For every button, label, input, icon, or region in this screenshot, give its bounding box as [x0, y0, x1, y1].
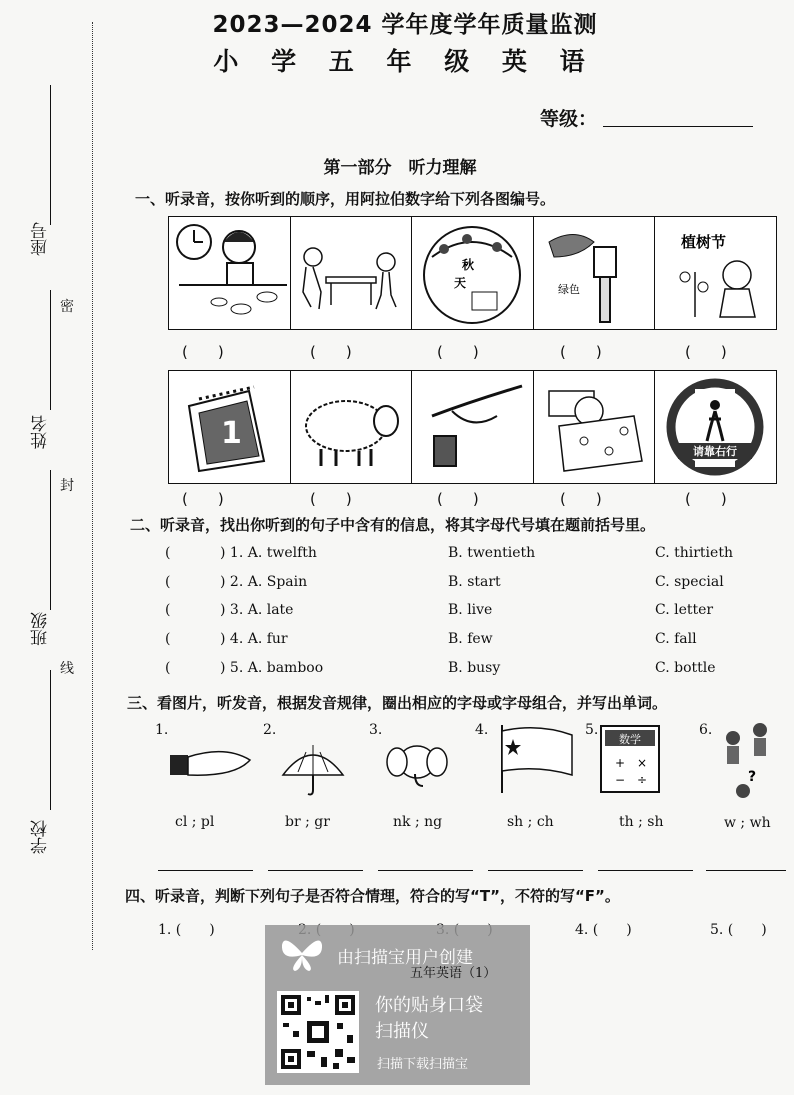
order-paren-2[interactable]: ( ): [310, 343, 352, 361]
name-line: [50, 290, 51, 410]
s3-option-1[interactable]: cl ; pl: [175, 814, 215, 830]
s2-item-5-c[interactable]: C. bottle: [655, 660, 716, 676]
s2-item-4-c[interactable]: C. fall: [655, 631, 697, 647]
butterfly-logo-icon: [279, 933, 325, 973]
name-label: 姓名: [31, 415, 51, 449]
pic-sheep: [290, 370, 413, 484]
pic-tree-day: [654, 216, 777, 330]
s3-option-3[interactable]: nk ; ng: [393, 814, 443, 830]
s2-item-4-b[interactable]: B. few: [448, 631, 493, 647]
order-paren-4[interactable]: ( ): [560, 343, 602, 361]
order-paren-7[interactable]: ( ): [310, 490, 352, 508]
pic-boy-eating: [168, 216, 291, 330]
qr-code-icon: [277, 991, 359, 1073]
s2-item-2-c[interactable]: C. special: [655, 574, 724, 590]
s3-num-3: 3.: [369, 722, 383, 738]
s2-item-1-a[interactable]: ) 1. A. twelfth: [220, 545, 317, 561]
math-book-icon: [597, 722, 667, 797]
svg-text:÷: ÷: [637, 773, 648, 787]
keep-right-label: 请靠右行: [693, 445, 737, 458]
pic-keep-right-sign: [654, 370, 777, 484]
section2-heading: 二、听录音，找出你听到的句子中含有的信息，将其字母代号填在题前括号里。: [130, 516, 656, 534]
autumn-icon: [412, 217, 533, 329]
s3-answer-blank-4[interactable]: [488, 870, 583, 871]
keep-right-sign-icon: [655, 371, 776, 483]
s3-option-5[interactable]: th ; sh: [619, 814, 664, 830]
order-paren-6[interactable]: ( ): [182, 490, 224, 508]
calendar-icon: [169, 371, 290, 483]
s3-num-2: 2.: [263, 722, 277, 738]
section1-heading: 一、听录音，按你听到的顺序，用阿拉伯数字给下列各图编号。: [135, 190, 556, 208]
school-label: 学校: [31, 820, 51, 854]
svg-text:−: −: [615, 773, 626, 787]
watermark-line2: 你的贴身口袋: [375, 995, 483, 1016]
math-book-label: 数学: [619, 733, 641, 746]
seat-line: [50, 85, 51, 225]
elephant-icon: [385, 740, 450, 790]
s2-item-3-c[interactable]: C. letter: [655, 602, 714, 618]
pic-ink-pen: [411, 370, 534, 484]
section3-heading: 三、看图片，听发音，根据发音规律，圈出相应的字母或字母组合，并写出单词。: [127, 694, 668, 712]
autumn-char-a: 秋: [462, 258, 475, 272]
svg-text:+: +: [615, 756, 626, 770]
pic-ping-pong: [290, 216, 413, 330]
pic-autumn: [411, 216, 534, 330]
s3-option-4[interactable]: sh ; ch: [507, 814, 554, 830]
s2-item-5-b[interactable]: B. busy: [448, 660, 501, 676]
watermark-line3: 扫描仪: [375, 1021, 429, 1042]
s2-item-5-a[interactable]: ) 5. A. bamboo: [220, 660, 324, 676]
s2-item-1-b[interactable]: B. twentieth: [448, 545, 536, 561]
pic-green-paint: [533, 216, 656, 330]
pic-sick-boy: [533, 370, 656, 484]
s3-answer-blank-5[interactable]: [598, 870, 693, 871]
order-paren-8[interactable]: ( ): [437, 490, 479, 508]
seal-feng: 封: [60, 478, 74, 494]
s2-item-1-c[interactable]: C. thirtieth: [655, 545, 733, 561]
s2-item-4-a[interactable]: ) 4. A. fur: [220, 631, 288, 647]
picture-row-1: [168, 216, 776, 330]
s4-answer-5[interactable]: 5. ( ): [710, 922, 767, 938]
tree-day-label: 植树节: [681, 233, 727, 251]
svg-text:×: ×: [637, 756, 648, 770]
s3-answer-blank-2[interactable]: [268, 870, 363, 871]
s3-answer-blank-3[interactable]: [378, 870, 473, 871]
children-question-icon: [718, 716, 778, 801]
pic-calendar: [168, 370, 291, 484]
svg-text:?: ?: [748, 769, 757, 785]
s3-option-6[interactable]: w ; wh: [724, 815, 771, 831]
boy-eating-icon: [169, 217, 290, 329]
part1-heading: 第一部分 听力理解: [323, 158, 477, 178]
s2-item-3-b[interactable]: B. live: [448, 602, 493, 618]
order-paren-5[interactable]: ( ): [685, 343, 727, 361]
s3-num-4: 4.: [475, 722, 489, 738]
autumn-char-b: 天: [454, 276, 467, 290]
page-footer: 五年英语（1）: [410, 966, 497, 981]
seal-xian: 线: [60, 661, 74, 677]
watermark-line4: 扫描下载扫描宝: [377, 1057, 469, 1072]
s3-option-2[interactable]: br ; gr: [285, 814, 330, 830]
s3-num-6: 6.: [699, 722, 713, 738]
section4-heading: 四、听录音，判断下列句子是否符合情理，符合的写“T”，不符的写“F”。: [125, 887, 620, 905]
paint-brush-icon: [534, 217, 655, 329]
page-title: 2023—2024 学年度学年质量监测: [212, 12, 598, 38]
svg-text:1: 1: [221, 416, 242, 451]
s2-item-3-a[interactable]: ) 3. A. late: [220, 602, 294, 618]
s3-num-5: 5.: [585, 722, 599, 738]
school-line: [50, 670, 51, 810]
s3-answer-blank-6[interactable]: [706, 870, 786, 871]
order-paren-1[interactable]: ( ): [182, 343, 224, 361]
class-label: 班级: [31, 612, 51, 646]
order-paren-9[interactable]: ( ): [560, 490, 602, 508]
watermark-line1: 由扫描宝用户创建: [337, 948, 473, 968]
class-line: [50, 470, 51, 610]
s4-answer-1[interactable]: 1. ( ): [158, 922, 215, 938]
s4-answer-4[interactable]: 4. ( ): [575, 922, 632, 938]
grade-blank[interactable]: [603, 126, 753, 127]
umbrella-icon: [278, 730, 348, 800]
flag-icon: [498, 725, 578, 795]
hand-icon: [165, 735, 255, 795]
s2-item-2-a[interactable]: ) 2. A. Spain: [220, 574, 308, 590]
tree-planting-icon: [655, 217, 776, 329]
order-paren-10[interactable]: ( ): [685, 490, 727, 508]
ping-pong-icon: [291, 217, 412, 329]
s3-answer-blank-1[interactable]: [158, 870, 253, 871]
s3-num-1: 1.: [155, 722, 169, 738]
page-subtitle: 小 学 五 年 级 英 语: [213, 47, 597, 76]
seal-mi: 密: [60, 299, 74, 315]
grade-label: 等级：: [540, 108, 598, 130]
ink-pen-icon: [412, 371, 533, 483]
green-label: 绿色: [557, 283, 580, 296]
seat-label: 座号: [31, 222, 51, 256]
order-paren-3[interactable]: ( ): [437, 343, 479, 361]
scanner-watermark: [265, 925, 530, 1085]
s2-item-2-b[interactable]: B. start: [448, 574, 501, 590]
picture-row-2: [168, 370, 776, 484]
sick-boy-icon: [534, 371, 655, 483]
sheep-icon: [291, 371, 412, 483]
